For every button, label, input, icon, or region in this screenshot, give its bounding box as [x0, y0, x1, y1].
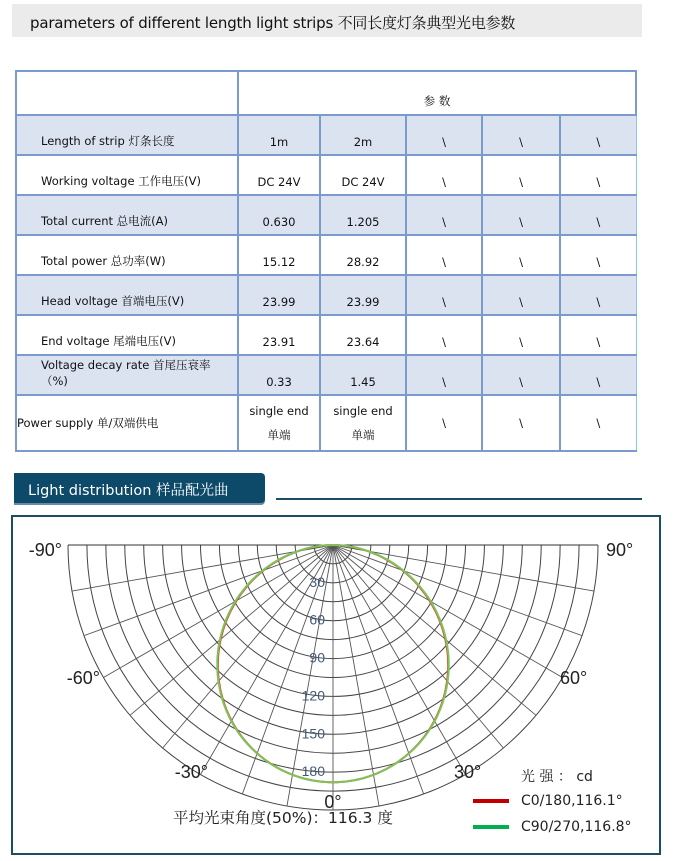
- row-value: \: [560, 235, 636, 275]
- row-value: \: [482, 115, 560, 155]
- row-value: \: [406, 395, 482, 451]
- angle-tick-label: 30°: [454, 762, 482, 782]
- row-value: 1.205: [320, 195, 406, 235]
- radial-tick-label: 30: [309, 573, 325, 590]
- legend-label-c0: C0/180,116.1°: [521, 793, 623, 809]
- row-value: \: [406, 155, 482, 195]
- row-value: \: [482, 235, 560, 275]
- legend-item-c0: [473, 793, 623, 809]
- row-value: \: [482, 355, 560, 395]
- angle-tick-label: 90°: [606, 540, 634, 560]
- row-value: \: [406, 195, 482, 235]
- row-value: 1m: [238, 115, 320, 155]
- row-value: \: [482, 395, 560, 451]
- row-value: \: [406, 275, 482, 315]
- row-value: \: [560, 195, 636, 235]
- row-value: \: [560, 355, 636, 395]
- row-value: \: [560, 275, 636, 315]
- angle-tick-label: 60°: [560, 668, 588, 688]
- row-label: Length of strip 灯条长度: [16, 115, 238, 155]
- angle-tick-label: -60°: [66, 668, 100, 688]
- grid-spoke: [333, 545, 424, 794]
- angle-tick-label: -30°: [174, 762, 208, 782]
- radial-tick-label: 120: [301, 687, 325, 704]
- angle-tick-label: 0°: [324, 792, 342, 812]
- grid-spoke: [333, 545, 503, 748]
- row-value: DC 24V: [320, 155, 406, 195]
- row-value: \: [560, 155, 636, 195]
- row-value: \: [406, 235, 482, 275]
- legend-swatch-red: [473, 799, 509, 803]
- row-label: Total power 总功率(W): [16, 235, 238, 275]
- grid-spoke: [333, 545, 536, 715]
- row-value: \: [482, 195, 560, 235]
- row-label: Voltage decay rate 首尾压衰率（%): [16, 355, 238, 395]
- angle-tick-label: -90°: [28, 540, 62, 560]
- row-value: 0.630: [238, 195, 320, 235]
- grid-spoke: [84, 545, 333, 636]
- legend-title: 光 强 ： cd: [521, 769, 593, 785]
- row-value: 0.33: [238, 355, 320, 395]
- beam-angle-annotation: 平均光束角度(50%)：116.3 度: [173, 809, 393, 827]
- grid-spoke: [333, 545, 582, 636]
- section-title: Light distribution 样品配光曲: [28, 483, 229, 499]
- row-value: 23.64: [320, 315, 406, 355]
- row-label: Head voltage 首端电压(V): [16, 275, 238, 315]
- row-value: 23.99: [320, 275, 406, 315]
- row-label: Total current 总电流(A): [16, 195, 238, 235]
- radial-tick-label: 60: [309, 611, 325, 628]
- header-params-cell: 参 数: [238, 71, 636, 115]
- row-value: \: [560, 315, 636, 355]
- radial-tick-label: 90: [309, 649, 325, 666]
- legend-item-c90: [473, 819, 632, 835]
- row-label: Power supply 单/双端供电: [16, 395, 238, 451]
- grid-spoke: [163, 545, 333, 748]
- row-value: 28.92: [320, 235, 406, 275]
- row-value: \: [406, 355, 482, 395]
- row-value: 1.45: [320, 355, 406, 395]
- row-value: 2m: [320, 115, 406, 155]
- row-label: Working voltage 工作电压(V): [16, 155, 238, 195]
- radial-tick-label: 180: [301, 763, 325, 780]
- value-line-1: single end: [333, 404, 393, 418]
- legend-swatch-green: [473, 825, 509, 829]
- row-value: \: [560, 115, 636, 155]
- row-value: \: [406, 115, 482, 155]
- radial-tick-label: 150: [301, 725, 325, 742]
- row-value: \: [560, 395, 636, 451]
- row-value: \: [482, 155, 560, 195]
- row-value: 23.99: [238, 275, 320, 315]
- value-line-2: 单端: [351, 428, 375, 442]
- row-value: 23.91: [238, 315, 320, 355]
- row-value: 15.12: [238, 235, 320, 275]
- value-line-2: 单端: [267, 428, 291, 442]
- page-title: parameters of different length light strips 不同长度灯条典型光电参数: [30, 14, 516, 32]
- value-line-1: single end: [249, 404, 309, 418]
- row-label: End voltage 尾端电压(V): [16, 315, 238, 355]
- row-value: DC 24V: [238, 155, 320, 195]
- row-value: \: [482, 315, 560, 355]
- row-value: \: [406, 315, 482, 355]
- row-value: \: [482, 275, 560, 315]
- legend-label-c90: C90/270,116.8°: [521, 819, 632, 835]
